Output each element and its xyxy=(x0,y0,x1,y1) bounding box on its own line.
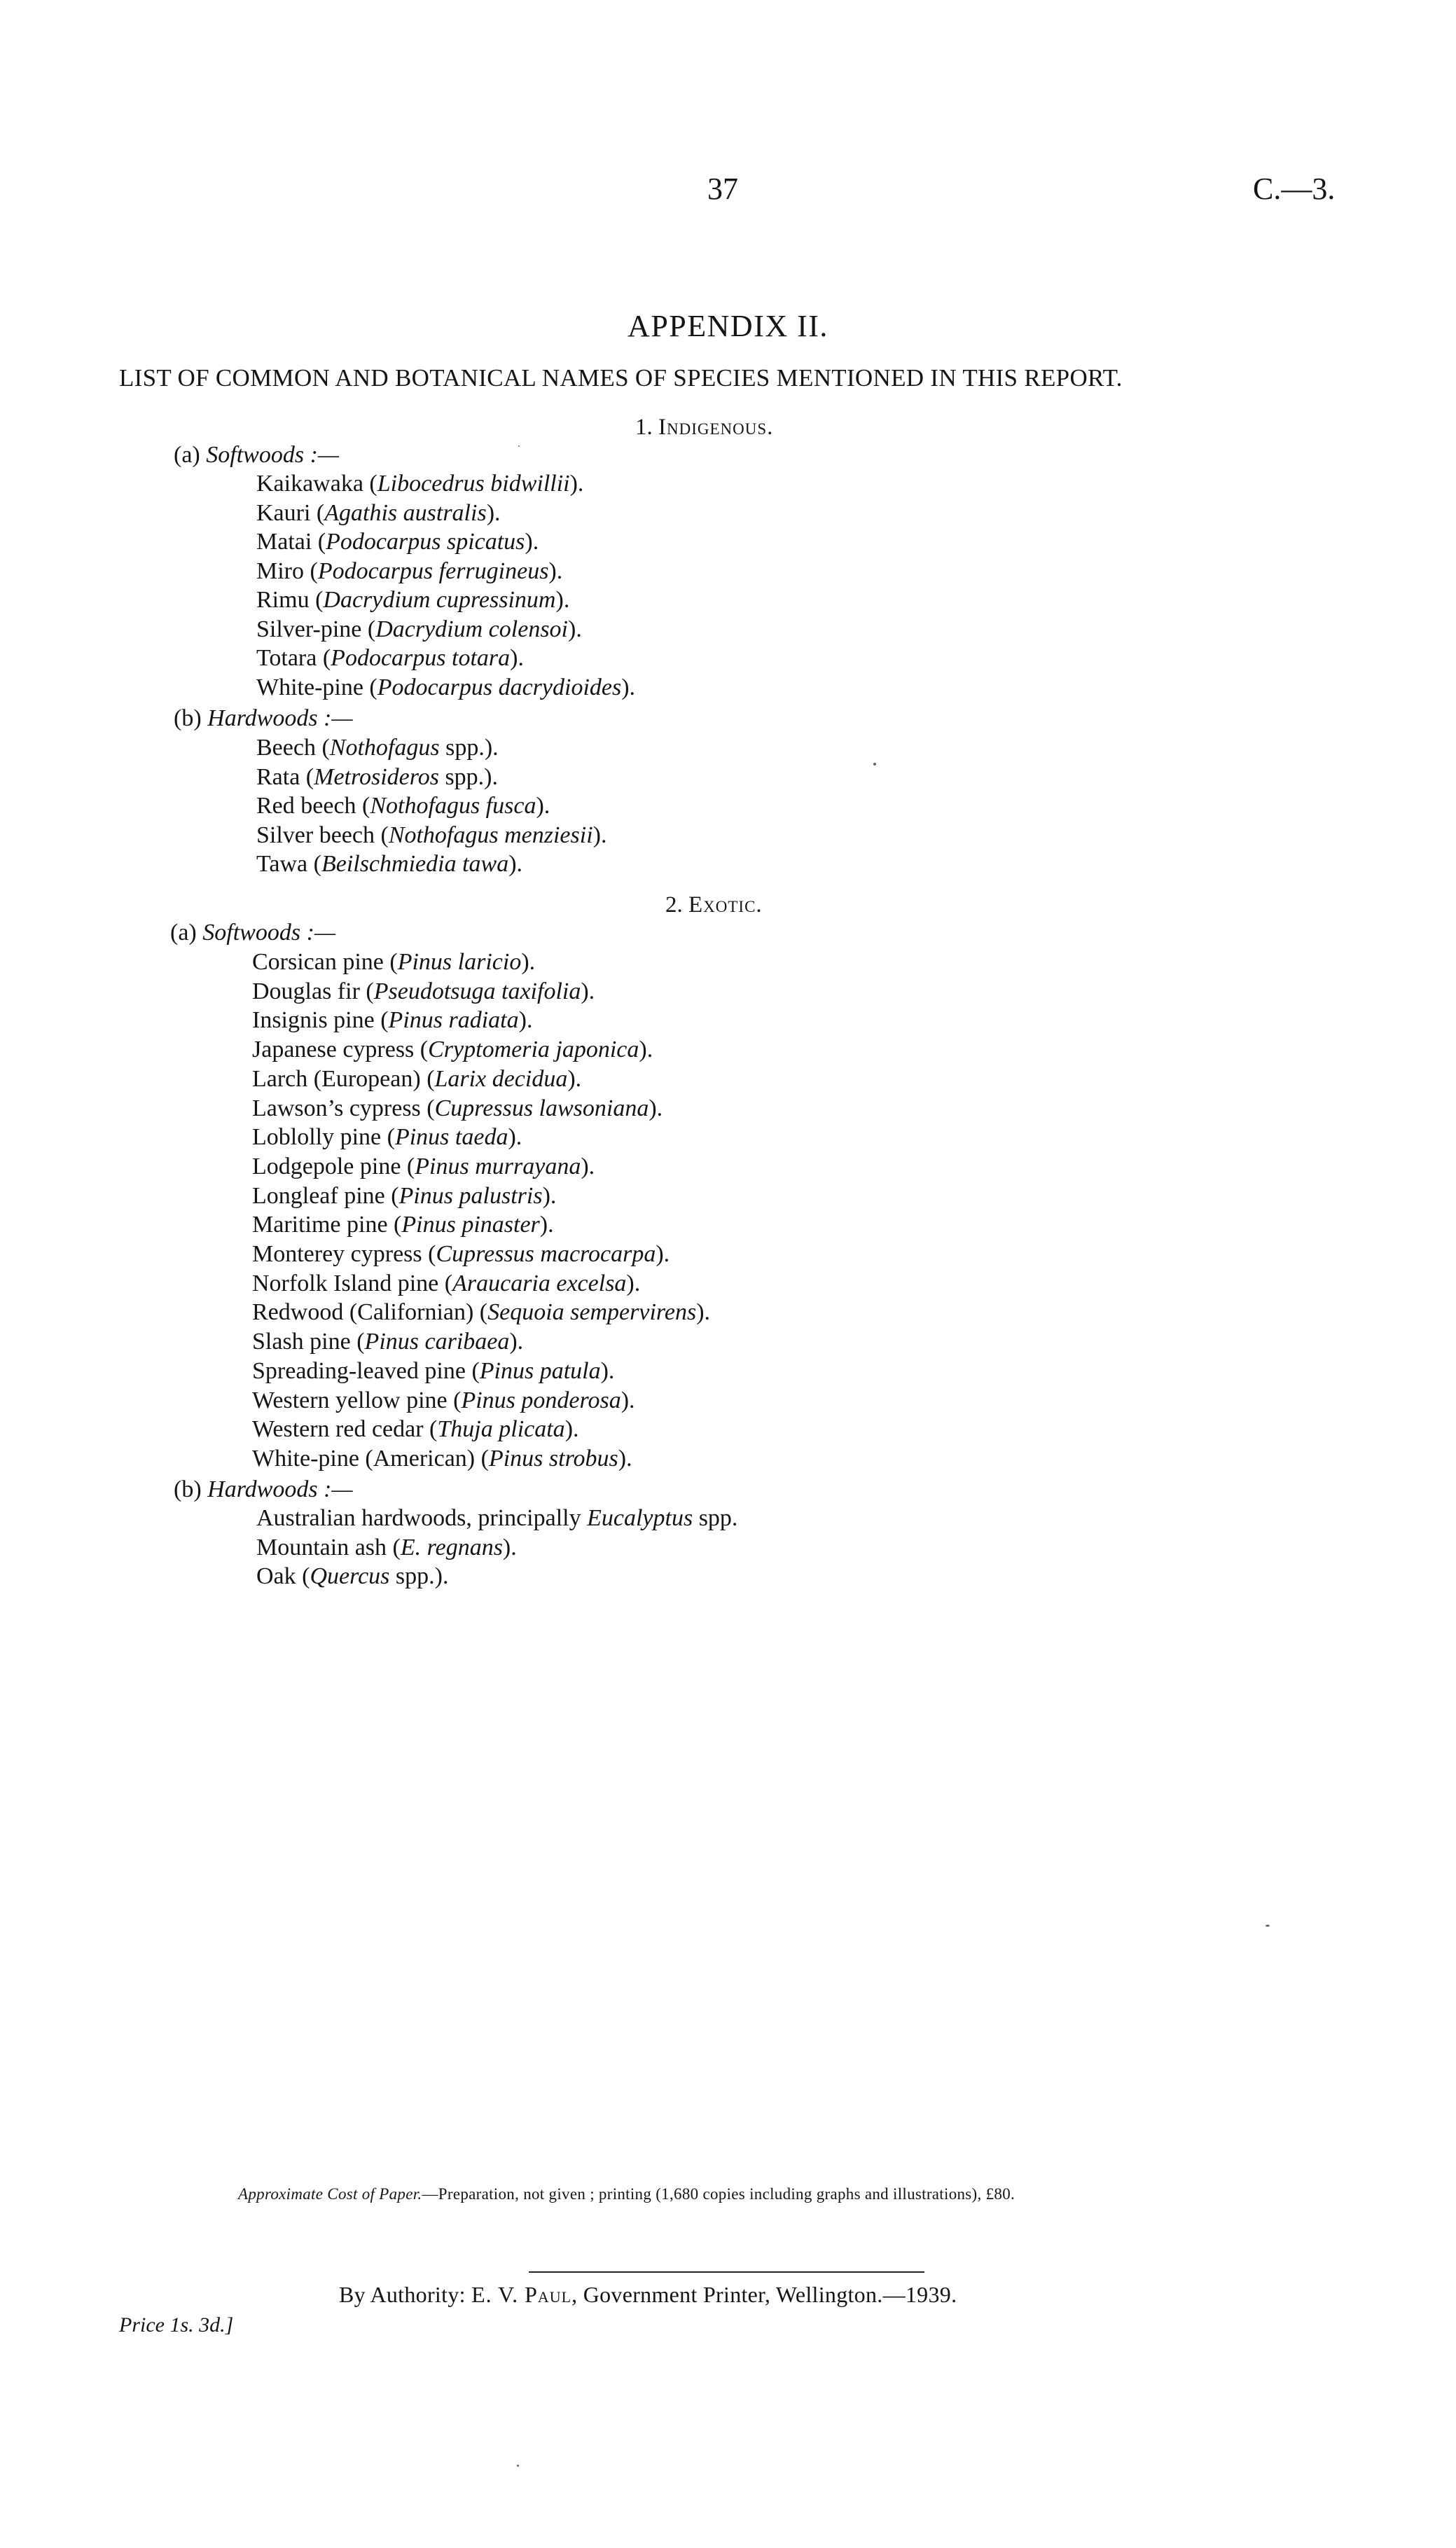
species-entry xyxy=(252,1007,532,1034)
species-entry xyxy=(256,558,562,585)
common-name: Rata ( xyxy=(256,764,314,790)
group-title: Softwoods xyxy=(202,920,301,946)
botanical-name: Araucaria excelsa xyxy=(452,1270,627,1296)
botanical-name: Pinus patula xyxy=(479,1358,601,1384)
common-name: Lawson’s cypress ( xyxy=(252,1095,435,1121)
species-entry xyxy=(256,1505,737,1532)
authority-prefix: By Authority: xyxy=(339,2282,466,2307)
common-name: Slash pine ( xyxy=(252,1329,365,1355)
common-name: Oak ( xyxy=(256,1563,310,1589)
species-entry xyxy=(256,793,550,819)
scan-speck xyxy=(517,2465,519,2467)
botanical-name: Quercus xyxy=(310,1563,390,1589)
botanical-name: Podocarpus dacrydioides xyxy=(377,674,622,700)
entry-tail: ). xyxy=(521,949,536,975)
botanical-name: Pinus pinaster xyxy=(401,1212,540,1238)
species-entry xyxy=(252,1124,522,1151)
entry-tail: ). xyxy=(567,1066,582,1092)
entry-tail: ). xyxy=(508,1124,522,1150)
entry-tail: ). xyxy=(548,558,563,584)
common-name: Australian hardwoods, principally xyxy=(256,1505,588,1531)
species-entry xyxy=(252,1241,670,1268)
botanical-name: Pinus taeda xyxy=(394,1124,508,1150)
common-name: Norfolk Island pine ( xyxy=(252,1270,453,1296)
botanical-name: Podocarpus totara xyxy=(331,645,511,671)
printer-name: E. V. Paul xyxy=(471,2282,572,2307)
common-name: Beech ( xyxy=(256,735,330,761)
species-entry xyxy=(256,471,583,497)
entry-tail: ). xyxy=(518,1007,533,1033)
species-entry xyxy=(252,1037,653,1063)
entry-tail: ). xyxy=(536,793,550,819)
botanical-name: Cryptomeria japonica xyxy=(428,1037,639,1062)
page-number: 37 xyxy=(707,172,738,206)
common-name: Lodgepole pine ( xyxy=(252,1154,415,1179)
entry-tail: ). xyxy=(542,1183,557,1209)
list-title: LIST OF COMMON AND BOTANICAL NAMES OF SPECIES MENTIONED IN THIS REPORT. xyxy=(119,364,1123,392)
common-name: Red beech ( xyxy=(256,793,370,819)
common-name: Western red cedar ( xyxy=(252,1416,438,1442)
species-entry xyxy=(256,764,498,791)
species-entry xyxy=(252,978,595,1005)
botanical-name: Pinus palustris xyxy=(398,1183,543,1209)
entry-tail: ). xyxy=(569,471,584,497)
appendix-title: APPENDIX II. xyxy=(628,309,828,343)
botanical-name: Pinus laricio xyxy=(397,949,522,975)
group-suffix: :— xyxy=(300,920,336,946)
species-entry xyxy=(252,1183,556,1210)
printer-authority-line xyxy=(339,2282,957,2308)
botanical-name: E. regnans xyxy=(400,1535,503,1560)
entry-tail: ). xyxy=(525,529,539,555)
botanical-name: Nothofagus menziesii xyxy=(388,822,593,848)
section-heading-exotic xyxy=(665,892,763,918)
species-entry xyxy=(256,735,499,761)
cost-text: —Preparation, not given ; printing (1,680 copies including graphs and illustrations), £80. xyxy=(422,2185,1015,2203)
group-title: Hardwoods xyxy=(207,705,318,731)
botanical-name: Pinus radiata xyxy=(388,1007,519,1033)
common-name: Spreading-leaved pine ( xyxy=(252,1358,480,1384)
entry-tail: ). xyxy=(621,674,636,700)
entry-tail: ). xyxy=(626,1270,641,1296)
group-title: Softwoods xyxy=(206,442,305,468)
document-reference: C.—3. xyxy=(1253,172,1336,206)
botanical-name: Pinus caribaea xyxy=(364,1329,510,1355)
botanical-name: Beilschmiedia tawa xyxy=(321,851,509,877)
entry-tail: ). xyxy=(592,822,607,848)
common-name: Longleaf pine ( xyxy=(252,1183,399,1209)
common-name: White-pine (American) ( xyxy=(252,1446,489,1472)
species-entry xyxy=(252,949,535,976)
group-heading-exotic-softwoods xyxy=(170,920,335,946)
entry-tail: ). xyxy=(564,1416,579,1442)
common-name: Insignis pine ( xyxy=(252,1007,389,1033)
entry-tail: ). xyxy=(581,1154,595,1179)
entry-tail: ). xyxy=(620,1387,635,1413)
group-heading-indigenous-softwoods xyxy=(174,442,339,469)
common-name: Japanese cypress ( xyxy=(252,1037,429,1062)
group-label: (a) xyxy=(174,442,200,468)
botanical-name: Eucalyptus xyxy=(587,1505,693,1531)
section-number: 1. xyxy=(635,415,653,440)
species-entry xyxy=(252,1066,581,1093)
common-name: Rimu ( xyxy=(256,587,324,613)
footer-rule xyxy=(529,2271,924,2273)
common-name: Maritime pine ( xyxy=(252,1212,402,1238)
entry-tail: ). xyxy=(639,1037,653,1062)
species-entry xyxy=(256,1563,448,1590)
species-entry xyxy=(252,1446,632,1472)
common-name: Loblolly pine ( xyxy=(252,1124,395,1150)
entry-tail: ). xyxy=(555,587,570,613)
group-heading-indigenous-hardwoods xyxy=(174,705,353,732)
botanical-name: Dacrydium colensoi xyxy=(375,616,568,642)
group-label: (b) xyxy=(174,705,202,731)
species-entry xyxy=(252,1358,614,1385)
entry-tail: ). xyxy=(508,851,523,877)
common-name: Corsican pine ( xyxy=(252,949,398,975)
species-entry xyxy=(252,1095,663,1122)
botanical-name: Podocarpus spicatus xyxy=(326,529,525,555)
group-heading-exotic-hardwoods xyxy=(174,1476,353,1503)
scan-speck xyxy=(873,763,876,766)
species-entry xyxy=(252,1329,523,1355)
common-name: Silver beech ( xyxy=(256,822,389,848)
species-entry xyxy=(256,529,539,555)
species-entry xyxy=(256,851,522,878)
species-entry xyxy=(252,1212,554,1238)
botanical-name: Dacrydium cupressinum xyxy=(323,587,556,613)
botanical-name: Pseudotsuga taxifolia xyxy=(373,978,581,1004)
species-entry xyxy=(252,1416,579,1443)
entry-tail: ). xyxy=(581,978,595,1004)
cost-label: Approximate Cost of Paper. xyxy=(238,2185,422,2203)
entry-tail: spp.). xyxy=(389,1563,449,1589)
botanical-name: Pinus ponderosa xyxy=(461,1387,621,1413)
entry-tail: ). xyxy=(539,1212,554,1238)
entry-tail: ). xyxy=(568,616,582,642)
species-entry xyxy=(256,500,501,527)
species-entry xyxy=(252,1387,635,1414)
botanical-name: Pinus strobus xyxy=(488,1446,618,1472)
group-title: Hardwoods xyxy=(207,1476,318,1502)
price-note: Price 1s. 3d.] xyxy=(119,2313,234,2336)
species-entry xyxy=(256,616,582,643)
common-name: Matai ( xyxy=(256,529,326,555)
entry-tail: ). xyxy=(696,1299,711,1325)
group-suffix: :— xyxy=(304,442,340,468)
botanical-name: Podocarpus ferrugineus xyxy=(317,558,549,584)
common-name: Kaikawaka ( xyxy=(256,471,377,497)
entry-tail: ). xyxy=(486,500,501,526)
botanical-name: Libocedrus bidwillii xyxy=(377,471,570,497)
botanical-name: Agathis australis xyxy=(324,500,487,526)
entry-tail: ). xyxy=(502,1535,517,1560)
group-suffix: :— xyxy=(317,1476,353,1502)
common-name: Mountain ash ( xyxy=(256,1535,401,1560)
botanical-name: Sequoia sempervirens xyxy=(487,1299,697,1325)
entry-tail: spp. xyxy=(693,1505,738,1531)
common-name: Kauri ( xyxy=(256,500,325,526)
scan-speck xyxy=(518,445,520,447)
group-label: (a) xyxy=(170,920,197,946)
botanical-name: Pinus murrayana xyxy=(415,1154,581,1179)
common-name: Tawa ( xyxy=(256,851,321,877)
approximate-cost-note xyxy=(238,2185,1015,2203)
common-name: Larch (European) ( xyxy=(252,1066,435,1092)
species-entry xyxy=(256,587,569,614)
common-name: White-pine ( xyxy=(256,674,377,700)
common-name: Western yellow pine ( xyxy=(252,1387,462,1413)
species-entry xyxy=(256,822,606,849)
entry-tail: ). xyxy=(510,645,524,671)
common-name: Douglas fir ( xyxy=(252,978,374,1004)
botanical-name: Nothofagus fusca xyxy=(370,793,536,819)
botanical-name: Cupressus lawsoniana xyxy=(434,1095,649,1121)
entry-tail: ). xyxy=(509,1329,524,1355)
species-entry xyxy=(256,1535,517,1561)
section-title: Indigenous. xyxy=(658,415,774,440)
species-entry xyxy=(252,1299,710,1326)
botanical-name: Nothofagus xyxy=(329,735,440,761)
entry-tail: spp.). xyxy=(438,764,499,790)
authority-suffix: , Government Printer, Wellington.—1939. xyxy=(571,2282,957,2307)
species-entry xyxy=(252,1270,640,1297)
scan-speck xyxy=(1266,1925,1270,1927)
common-name: Silver-pine ( xyxy=(256,616,376,642)
species-entry xyxy=(252,1154,595,1180)
botanical-name: Larix decidua xyxy=(434,1066,568,1092)
botanical-name: Thuja plicata xyxy=(437,1416,565,1442)
botanical-name: Metrosideros xyxy=(314,764,439,790)
common-name: Monterey cypress ( xyxy=(252,1241,436,1267)
common-name: Totara ( xyxy=(256,645,331,671)
common-name: Miro ( xyxy=(256,558,318,584)
section-heading-indigenous xyxy=(635,415,773,441)
entry-tail: ). xyxy=(649,1095,663,1121)
entry-tail: spp.). xyxy=(439,735,499,761)
entry-tail: ). xyxy=(656,1241,670,1267)
group-label: (b) xyxy=(174,1476,202,1502)
group-suffix: :— xyxy=(317,705,353,731)
section-number: 2. xyxy=(665,892,683,918)
entry-tail: ). xyxy=(600,1358,615,1384)
section-title: Exotic. xyxy=(688,892,763,918)
common-name: Redwood (Californian) ( xyxy=(252,1299,488,1325)
species-entry xyxy=(256,645,524,672)
botanical-name: Cupressus macrocarpa xyxy=(436,1241,656,1267)
species-entry xyxy=(256,674,635,701)
entry-tail: ). xyxy=(618,1446,632,1472)
